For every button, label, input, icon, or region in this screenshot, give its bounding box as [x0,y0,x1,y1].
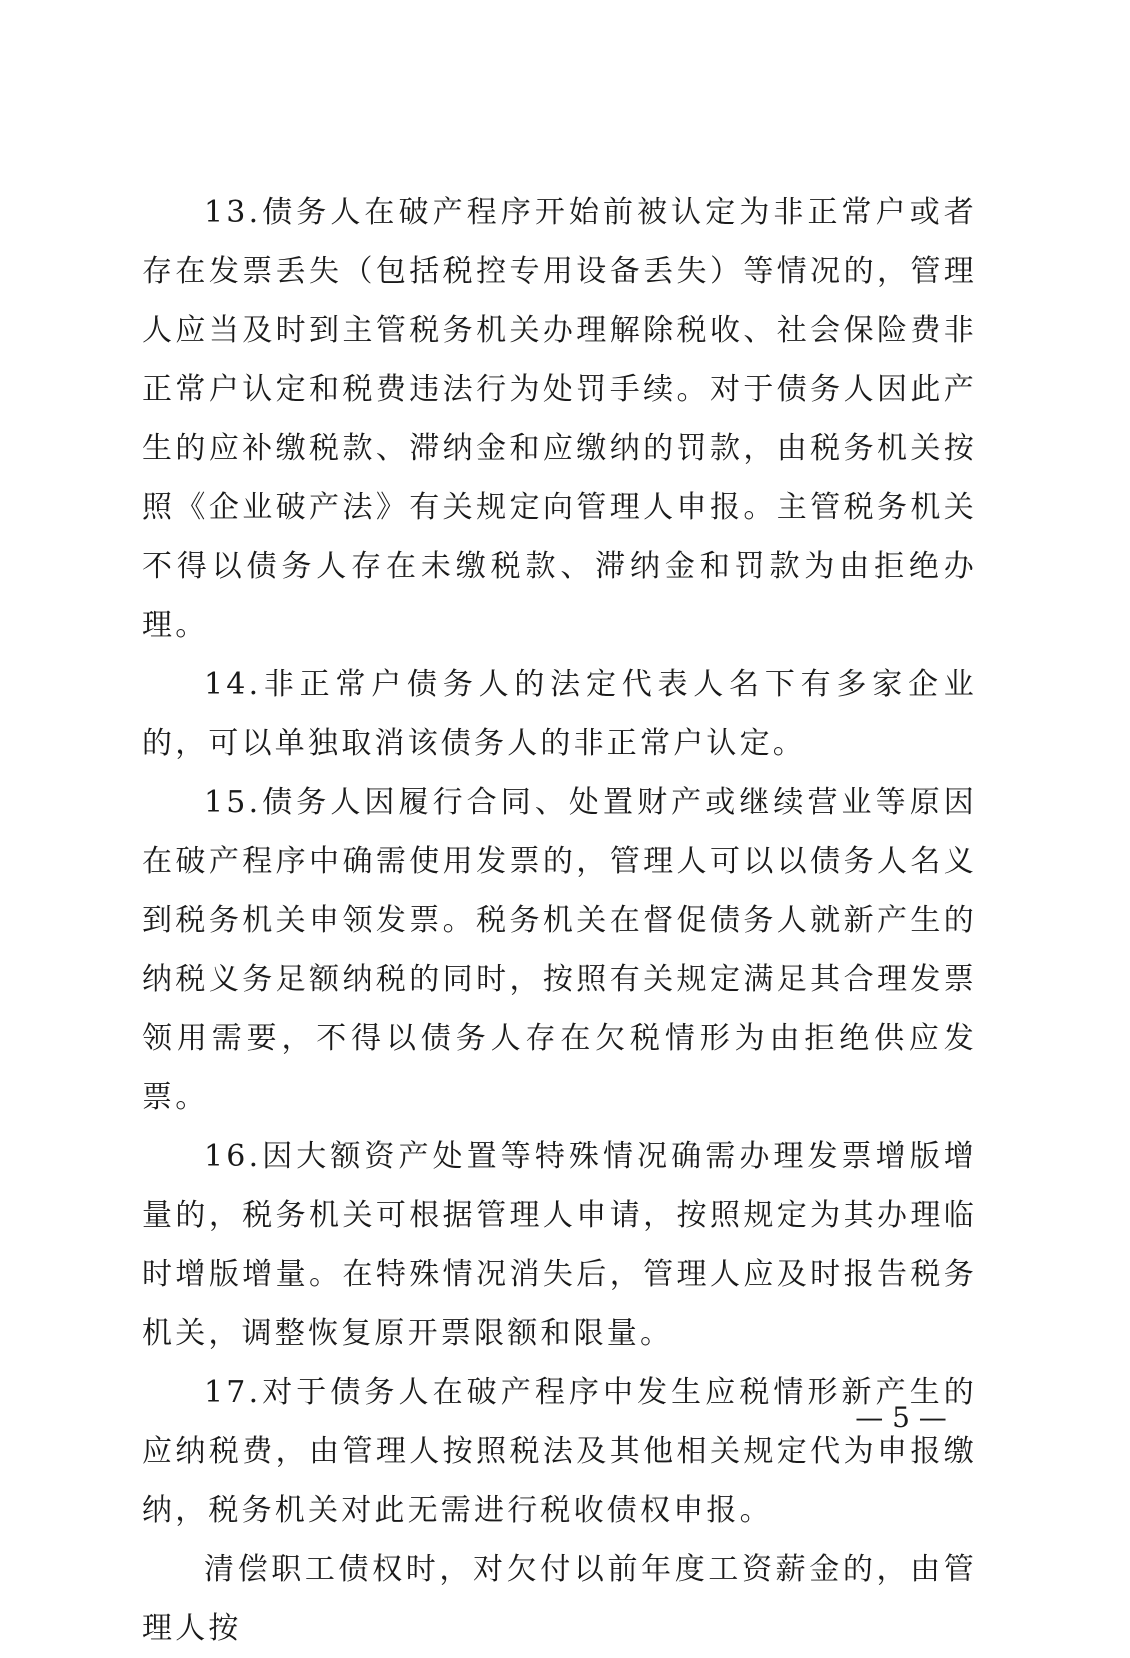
paragraph-16: 16.因大额资产处置等特殊情况确需办理发票增版增量的，税务机关可根据管理人申请，按照规定为其办理临时增版增量。在特殊情况消失后，管理人应及时报告税务机关，调整恢复原开票限额和限量。 [142,1139,977,1351]
paragraph-17: 17.对于债务人在破产程序中发生应税情形新产生的应纳税费，由管理人按照税法及其他相关规定代为申报缴纳，税务机关对此无需进行税收债权申报。 [142,1375,977,1528]
paragraph-13: 13.债务人在破产程序开始前被认定为非正常户或者存在发票丢失（包括税控专用设备丢失）等情况的，管理人应当及时到主管税务机关办理解除税收、社会保险费非正常户认定和税费违法行为处罚手续。对于债务人因此产生的应补缴税款、滞纳金和应缴纳的罚款，由税务机关按照《企业破产法》有关规定向管理人申报。主管税务机关不得以债务人存在未缴税款、滞纳金和罚款为由拒绝办理。 [142,195,977,643]
page-number: — 5 — [855,1401,947,1434]
paragraph-14: 14.非正常户债务人的法定代表人名下有多家企业的，可以单独取消该债务人的非正常户认定。 [142,667,977,761]
paragraph-continuation: 清偿职工债权时，对欠付以前年度工资薪金的，由管理人按 [142,1552,977,1646]
paragraph-15: 15.债务人因履行合同、处置财产或继续营业等原因在破产程序中确需使用发票的，管理人可以以债务人名义到税务机关申领发票。税务机关在督促债务人就新产生的纳税义务足额纳税的同时，按照有关规定满足其合理发票领用需要，不得以债务人存在欠税情形为由拒绝供应发票。 [142,785,977,1115]
